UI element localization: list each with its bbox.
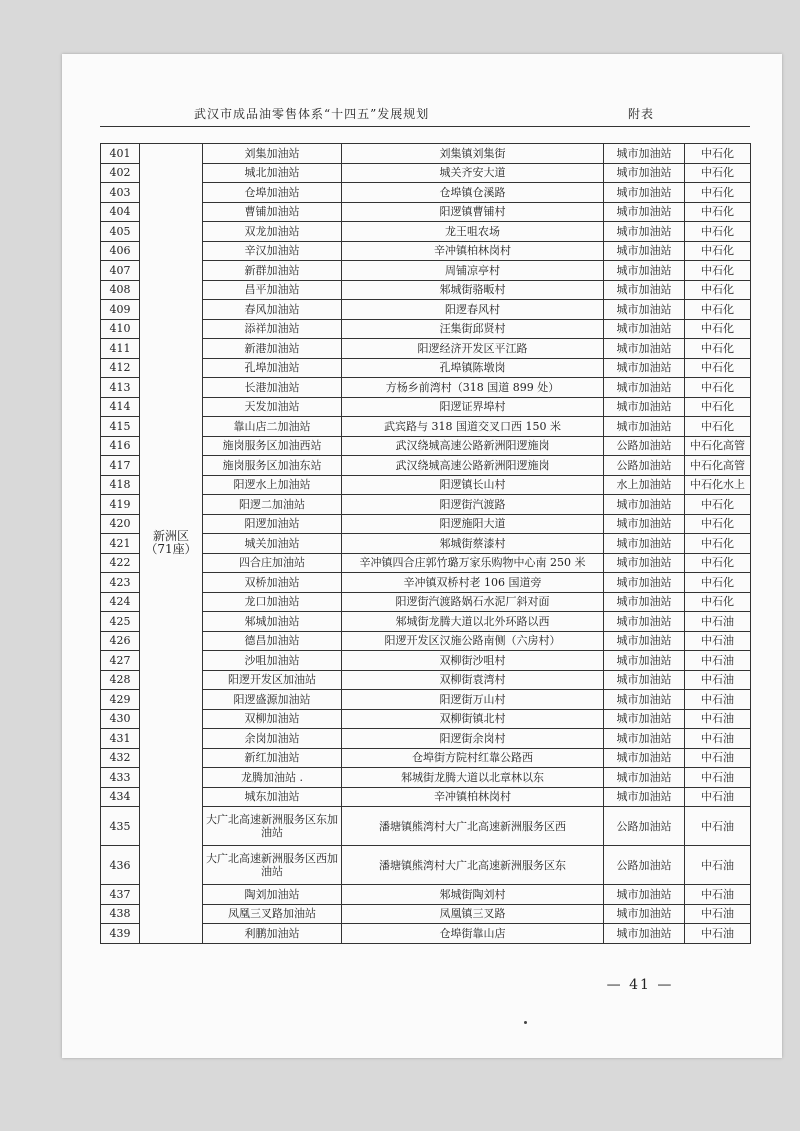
cell-number: 406	[101, 241, 140, 261]
cell-station-type: 城市加油站	[604, 787, 685, 807]
cell-station-type: 城市加油站	[604, 339, 685, 359]
cell-station-name: 城东加油站	[203, 787, 342, 807]
cell-brand: 中石化	[685, 183, 751, 203]
cell-brand: 中石油	[685, 612, 751, 632]
cell-station-name: 大广北高速新洲服务区东加油站	[203, 807, 342, 846]
cell-number: 404	[101, 202, 140, 222]
cell-brand: 中石化水上	[685, 475, 751, 495]
cell-address: 阳逻开发区汉施公路南侧（六房村）	[342, 631, 604, 651]
cell-station-type: 城市加油站	[604, 514, 685, 534]
cell-brand: 中石化	[685, 144, 751, 164]
cell-number: 430	[101, 709, 140, 729]
cell-station-name: 大广北高速新洲服务区西加油站	[203, 846, 342, 885]
cell-station-name: 沙咀加油站	[203, 651, 342, 671]
cell-brand: 中石油	[685, 768, 751, 788]
cell-brand: 中石化	[685, 397, 751, 417]
cell-brand: 中石油	[685, 885, 751, 905]
cell-station-name: 龙腾加油站 .	[203, 768, 342, 788]
cell-address: 武汉绕城高速公路新洲阳逻施岗	[342, 436, 604, 456]
cell-address: 阳逻证界埠村	[342, 397, 604, 417]
cell-number: 436	[101, 846, 140, 885]
cell-number: 437	[101, 885, 140, 905]
cell-number: 423	[101, 573, 140, 593]
cell-brand: 中石化	[685, 573, 751, 593]
cell-number: 413	[101, 378, 140, 398]
cell-address: 阳逻街万山村	[342, 690, 604, 710]
cell-number: 409	[101, 300, 140, 320]
cell-station-type: 城市加油站	[604, 397, 685, 417]
cell-station-type: 城市加油站	[604, 553, 685, 573]
cell-station-name: 凤凰三叉路加油站	[203, 904, 342, 924]
cell-station-name: 新群加油站	[203, 261, 342, 281]
cell-address: 仓埠街靠山店	[342, 924, 604, 944]
cell-station-type: 城市加油站	[604, 378, 685, 398]
document-title: 武汉市成品油零售体系“十四五”发展规划	[194, 107, 430, 121]
cell-number: 417	[101, 456, 140, 476]
cell-station-name: 春风加油站	[203, 300, 342, 320]
cell-brand: 中石油	[685, 904, 751, 924]
district-count: （71座）	[145, 542, 197, 557]
cell-station-type: 城市加油站	[604, 183, 685, 203]
cell-station-type: 公路加油站	[604, 456, 685, 476]
cell-address: 阳逻街余岗村	[342, 729, 604, 749]
cell-number: 421	[101, 534, 140, 554]
cell-station-name: 新红加油站	[203, 748, 342, 768]
cell-brand: 中石油	[685, 846, 751, 885]
cell-station-type: 城市加油站	[604, 573, 685, 593]
cell-brand: 中石油	[685, 924, 751, 944]
cell-number: 418	[101, 475, 140, 495]
cell-brand: 中石油	[685, 651, 751, 671]
cell-station-type: 城市加油站	[604, 729, 685, 749]
district-name: 新洲区	[152, 529, 189, 544]
cell-station-type: 城市加油站	[604, 280, 685, 300]
cell-number: 419	[101, 495, 140, 515]
cell-number: 435	[101, 807, 140, 846]
cell-address: 辛冲镇柏林岗村	[342, 787, 604, 807]
cell-address: 城关齐安大道	[342, 163, 604, 183]
cell-address: 阳逻镇曹铺村	[342, 202, 604, 222]
cell-brand: 中石化	[685, 495, 751, 515]
cell-station-type: 城市加油站	[604, 534, 685, 554]
cell-station-type: 城市加油站	[604, 358, 685, 378]
cell-brand: 中石油	[685, 807, 751, 846]
cell-station-name: 双柳加油站	[203, 709, 342, 729]
cell-number: 429	[101, 690, 140, 710]
cell-station-type: 城市加油站	[604, 670, 685, 690]
cell-brand: 中石油	[685, 709, 751, 729]
cell-brand: 中石化	[685, 534, 751, 554]
cell-number: 403	[101, 183, 140, 203]
cell-station-name: 阳逻盛源加油站	[203, 690, 342, 710]
cell-number: 433	[101, 768, 140, 788]
cell-address: 龙王咀农场	[342, 222, 604, 242]
cell-station-type: 城市加油站	[604, 261, 685, 281]
cell-number: 411	[101, 339, 140, 359]
cell-station-name: 曹铺加油站	[203, 202, 342, 222]
cell-station-type: 城市加油站	[604, 300, 685, 320]
cell-address: 刘集镇刘集街	[342, 144, 604, 164]
cell-address: 邾城街龙腾大道以北外环路以西	[342, 612, 604, 632]
cell-station-name: 余岗加油站	[203, 729, 342, 749]
cell-station-name: 靠山店二加油站	[203, 417, 342, 437]
cell-station-type: 公路加油站	[604, 436, 685, 456]
table-row	[101, 144, 751, 164]
cell-station-name: 龙口加油站	[203, 592, 342, 612]
cell-station-name: 城北加油站	[203, 163, 342, 183]
gas-station-table	[100, 143, 751, 944]
cell-station-name: 陶刘加油站	[203, 885, 342, 905]
cell-district	[140, 144, 203, 944]
cell-station-name: 施岗服务区加油东站	[203, 456, 342, 476]
cell-brand: 中石化	[685, 261, 751, 281]
cell-address: 双柳街袁湾村	[342, 670, 604, 690]
cell-address: 阳逻街汽渡路	[342, 495, 604, 515]
cell-station-name: 双龙加油站	[203, 222, 342, 242]
cell-number: 405	[101, 222, 140, 242]
cell-brand: 中石化	[685, 202, 751, 222]
cell-address: 潘塘镇熊湾村大广北高速新洲服务区西	[342, 807, 604, 846]
cell-station-type: 城市加油站	[604, 709, 685, 729]
cell-brand: 中石化	[685, 358, 751, 378]
cell-station-name: 新港加油站	[203, 339, 342, 359]
cell-brand: 中石化	[685, 592, 751, 612]
cell-brand: 中石化	[685, 319, 751, 339]
cell-address: 双柳街沙咀村	[342, 651, 604, 671]
cell-number: 426	[101, 631, 140, 651]
cell-station-name: 施岗服务区加油西站	[203, 436, 342, 456]
cell-brand: 中石化	[685, 300, 751, 320]
cell-address: 阳逻春风村	[342, 300, 604, 320]
cell-station-name: 阳逻二加油站	[203, 495, 342, 515]
cell-brand: 中石油	[685, 670, 751, 690]
cell-number: 412	[101, 358, 140, 378]
cell-station-type: 公路加油站	[604, 846, 685, 885]
cell-station-name: 四合庄加油站	[203, 553, 342, 573]
cell-brand: 中石油	[685, 748, 751, 768]
cell-address: 邾城街骆畈村	[342, 280, 604, 300]
cell-number: 407	[101, 261, 140, 281]
cell-address: 仓埠街方院村红靠公路西	[342, 748, 604, 768]
cell-station-name: 添祥加油站	[203, 319, 342, 339]
cell-number: 401	[101, 144, 140, 164]
cell-station-type: 城市加油站	[604, 202, 685, 222]
cell-station-name: 双桥加油站	[203, 573, 342, 593]
cell-station-name: 孔埠加油站	[203, 358, 342, 378]
cell-number: 431	[101, 729, 140, 749]
cell-address: 阳逻经济开发区平江路	[342, 339, 604, 359]
cell-number: 420	[101, 514, 140, 534]
cell-station-name: 仓埠加油站	[203, 183, 342, 203]
cell-address: 辛冲镇四合庄郭竹璐万家乐购物中心南 250 米	[342, 553, 604, 573]
cell-number: 422	[101, 553, 140, 573]
cell-station-name: 长港加油站	[203, 378, 342, 398]
cell-number: 434	[101, 787, 140, 807]
cell-address: 潘塘镇熊湾村大广北高速新洲服务区东	[342, 846, 604, 885]
cell-brand: 中石化	[685, 222, 751, 242]
cell-address: 周铺凉亭村	[342, 261, 604, 281]
cell-station-type: 城市加油站	[604, 319, 685, 339]
cell-station-name: 刘集加油站	[203, 144, 342, 164]
cell-brand: 中石化高管	[685, 436, 751, 456]
cell-station-name: 德昌加油站	[203, 631, 342, 651]
cell-brand: 中石油	[685, 729, 751, 749]
cell-station-type: 城市加油站	[604, 417, 685, 437]
cell-station-type: 城市加油站	[604, 222, 685, 242]
page-header	[194, 103, 664, 123]
cell-brand: 中石油	[685, 631, 751, 651]
cell-brand: 中石化	[685, 241, 751, 261]
cell-station-name: 昌平加油站	[203, 280, 342, 300]
header-divider	[100, 126, 750, 127]
cell-station-type: 城市加油站	[604, 690, 685, 710]
cell-number: 428	[101, 670, 140, 690]
cell-station-type: 城市加油站	[604, 612, 685, 632]
cell-station-type: 城市加油站	[604, 241, 685, 261]
cell-address: 邾城街蔡漆村	[342, 534, 604, 554]
cell-station-type: 城市加油站	[604, 885, 685, 905]
cell-station-type: 公路加油站	[604, 807, 685, 846]
cell-number: 415	[101, 417, 140, 437]
cell-brand: 中石化	[685, 339, 751, 359]
cell-address: 邾城街陶刘村	[342, 885, 604, 905]
cell-brand: 中石化	[685, 417, 751, 437]
cell-station-name: 辛汉加油站	[203, 241, 342, 261]
cell-number: 432	[101, 748, 140, 768]
page-number: — 41 —	[606, 977, 674, 993]
cell-number: 402	[101, 163, 140, 183]
cell-number: 427	[101, 651, 140, 671]
cell-number: 408	[101, 280, 140, 300]
cell-station-name: 阳逻开发区加油站	[203, 670, 342, 690]
cell-station-type: 城市加油站	[604, 163, 685, 183]
table-body	[101, 144, 751, 944]
cell-brand: 中石化高管	[685, 456, 751, 476]
cell-address: 汪集街邱贤村	[342, 319, 604, 339]
cell-number: 416	[101, 436, 140, 456]
cell-station-type: 水上加油站	[604, 475, 685, 495]
cell-station-type: 城市加油站	[604, 748, 685, 768]
cell-station-type: 城市加油站	[604, 904, 685, 924]
cell-address: 阳逻街汽渡路娲石水泥厂斜对面	[342, 592, 604, 612]
cell-station-name: 阳逻水上加油站	[203, 475, 342, 495]
cell-station-type: 城市加油站	[604, 592, 685, 612]
annex-label: 附表	[627, 107, 654, 121]
cell-station-name: 利鹏加油站	[203, 924, 342, 944]
cell-brand: 中石化	[685, 378, 751, 398]
cell-station-type: 城市加油站	[604, 631, 685, 651]
cell-station-name: 邾城加油站	[203, 612, 342, 632]
cell-address: 辛冲镇柏林岗村	[342, 241, 604, 261]
cell-address: 武宾路与 318 国道交叉口西 150 米	[342, 417, 604, 437]
cell-address: 阳逻施阳大道	[342, 514, 604, 534]
cell-brand: 中石化	[685, 163, 751, 183]
cell-station-type: 城市加油站	[604, 144, 685, 164]
cell-address: 仓埠镇仓溪路	[342, 183, 604, 203]
cell-brand: 中石化	[685, 553, 751, 573]
cell-number: 414	[101, 397, 140, 417]
cell-number: 410	[101, 319, 140, 339]
cell-station-type: 城市加油站	[604, 768, 685, 788]
cell-brand: 中石油	[685, 690, 751, 710]
cell-address: 阳逻镇长山村	[342, 475, 604, 495]
cell-brand: 中石油	[685, 787, 751, 807]
cell-address: 孔埠镇陈墩岗	[342, 358, 604, 378]
scan-speck	[524, 1021, 527, 1024]
cell-address: 辛冲镇双桥村老 106 国道旁	[342, 573, 604, 593]
cell-address: 武汉绕城高速公路新洲阳逻施岗	[342, 456, 604, 476]
cell-address: 凤凰镇三叉路	[342, 904, 604, 924]
cell-station-type: 城市加油站	[604, 495, 685, 515]
cell-address: 邾城街龙腾大道以北章林以东	[342, 768, 604, 788]
cell-address: 方杨乡前湾村（318 国道 899 处）	[342, 378, 604, 398]
cell-brand: 中石化	[685, 514, 751, 534]
cell-number: 424	[101, 592, 140, 612]
cell-station-type: 城市加油站	[604, 924, 685, 944]
cell-station-type: 城市加油站	[604, 651, 685, 671]
cell-address: 双柳街镇北村	[342, 709, 604, 729]
cell-number: 425	[101, 612, 140, 632]
cell-station-name: 阳逻加油站	[203, 514, 342, 534]
cell-number: 438	[101, 904, 140, 924]
cell-station-name: 天发加油站	[203, 397, 342, 417]
cell-brand: 中石化	[685, 280, 751, 300]
cell-station-name: 城关加油站	[203, 534, 342, 554]
cell-number: 439	[101, 924, 140, 944]
